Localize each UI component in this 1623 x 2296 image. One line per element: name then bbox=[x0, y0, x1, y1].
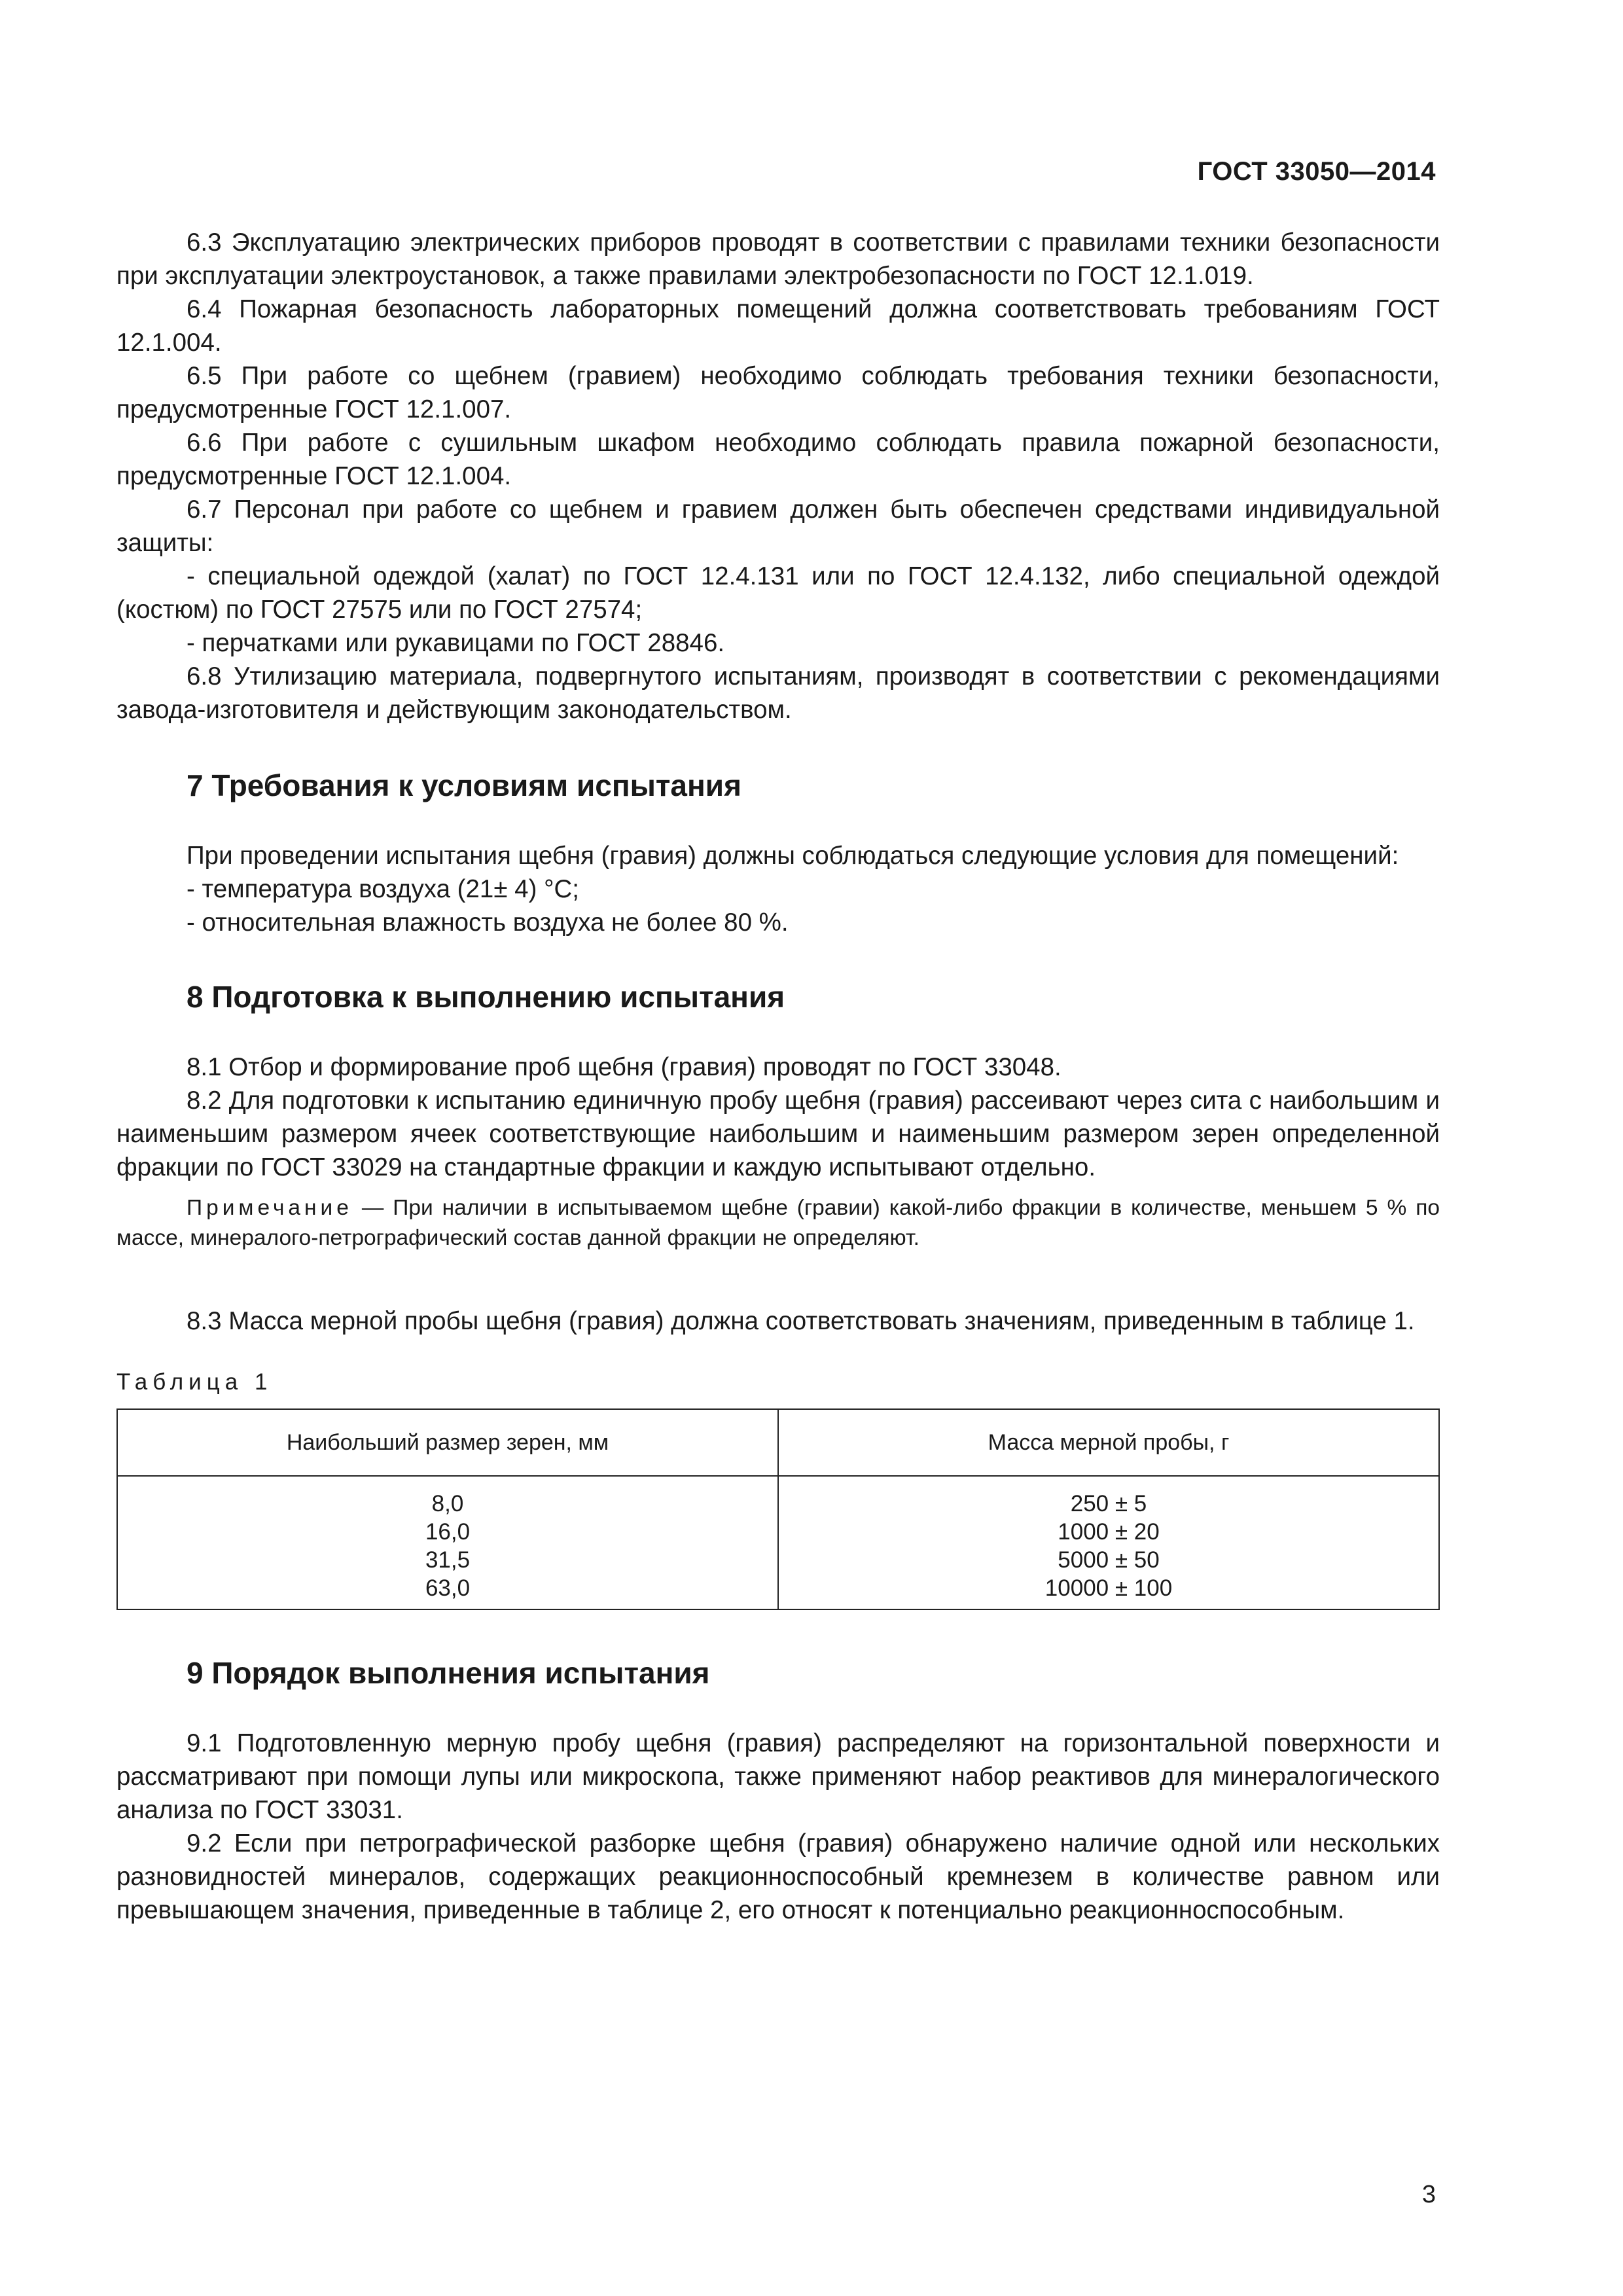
note-text: — При наличии в испытываемом щебне (гравии) какой-либо фракции в количестве, меньшем 5 % по массе, минералого-петрографический состав данной фракции не определяют. bbox=[116, 1196, 1440, 1250]
grain-size-value: 31,5 bbox=[425, 1547, 471, 1573]
table-header-grain-size: Наибольший размер зерен, мм bbox=[117, 1409, 778, 1476]
paragraph-6-5: 6.5 При работе со щебнем (гравием) необходимо соблюдать требования техники безопасности, предусмотренные ГОСТ 12.1.007. bbox=[116, 362, 1440, 423]
note-label: Примечание bbox=[187, 1196, 353, 1220]
paragraph-6-8: 6.8 Утилизацию материала, подвергнутого испытаниям, производят в соответствии с рекомендациями завода-изготовителя и действующим законодательством. bbox=[116, 662, 1440, 724]
section-8-heading: 8 Подготовка к выполнению испытания bbox=[187, 980, 785, 1014]
paragraph-6-4: 6.4 Пожарная безопасность лабораторных помещений должна соответствовать требованиям ГОСТ 12.1.004. bbox=[116, 295, 1440, 357]
table-row bbox=[117, 1476, 1439, 1609]
grain-size-value: 8,0 bbox=[431, 1491, 464, 1516]
list-item-temperature: - температура воздуха (21± 4) °С; bbox=[187, 875, 579, 903]
grain-size-cell bbox=[117, 1476, 778, 1609]
note-8-2 bbox=[116, 1193, 1440, 1253]
paragraph-6-6: 6.6 При работе с сушильным шкафом необходимо соблюдать правила пожарной безопасности, предусмотренные ГОСТ 12.1.004. bbox=[116, 429, 1440, 490]
sample-mass-value: 250 ± 5 bbox=[1070, 1491, 1147, 1516]
paragraph-9-1: 9.1 Подготовленную мерную пробу щебня (гравия) распределяют на горизонтальной поверхности и рассматривают при помощи лупы или микроскопа, также применяют набор реактивов для минералогического анализа по ГОСТ 33031. bbox=[116, 1729, 1440, 1824]
table-header-sample-mass: Масса мерной пробы, г bbox=[778, 1409, 1439, 1476]
grain-size-value: 16,0 bbox=[425, 1519, 471, 1545]
paragraph-8-3: 8.3 Масса мерной пробы щебня (гравия) должна соответствовать значениям, приведенным в таблице 1. bbox=[187, 1307, 1415, 1335]
list-item-gloves: - перчатками или рукавицами по ГОСТ 28846. bbox=[187, 629, 725, 657]
list-item-clothing: - специальной одеждой (халат) по ГОСТ 12.4.131 или по ГОСТ 12.4.132, либо специальной одеждой (костюм) по ГОСТ 27575 или по ГОСТ 27574; bbox=[116, 562, 1440, 624]
page-number: 3 bbox=[1421, 2181, 1436, 2208]
paragraph-8-2: 8.2 Для подготовки к испытанию единичную пробу щебня (гравия) рассеивают через сита с наибольшим и наименьшим размером ячеек соответствующие наибольшим и наименьшим размером зерен определенной фракции по ГОСТ 33029 на стандартные фракции и каждую испытывают отдельно. bbox=[116, 1086, 1440, 1181]
table-1 bbox=[116, 1408, 1440, 1610]
section-9-heading: 9 Порядок выполнения испытания bbox=[187, 1656, 710, 1690]
sample-mass-value: 5000 ± 50 bbox=[1058, 1547, 1160, 1573]
paragraph-8-1: 8.1 Отбор и формирование проб щебня (гравия) проводят по ГОСТ 33048. bbox=[187, 1053, 1061, 1081]
section-7-intro: При проведении испытания щебня (гравия) должны соблюдаться следующие условия для помещений: bbox=[187, 842, 1399, 870]
sample-mass-cell bbox=[778, 1476, 1439, 1609]
sample-mass-value: 1000 ± 20 bbox=[1058, 1519, 1160, 1545]
paragraph-9-2: 9.2 Если при петрографической разборке щебня (гравия) обнаружено наличие одной или нескольких разновидностей минералов, содержащих реакционноспособный кремнезем в количестве равном или превышающем значения, приведенные в таблице 2, его относят к потенциально реакционноспособным. bbox=[116, 1829, 1440, 1924]
paragraph-6-7: 6.7 Персонал при работе со щебнем и гравием должен быть обеспечен средствами индивидуальной защиты: bbox=[116, 495, 1440, 557]
sample-mass-value: 10000 ± 100 bbox=[1044, 1575, 1173, 1601]
section-7-heading: 7 Требования к условиям испытания bbox=[187, 768, 741, 802]
page-body bbox=[116, 226, 1440, 1927]
table-1-caption: Таблица 1 bbox=[116, 1369, 273, 1395]
document-header-id: ГОСТ 33050—2014 bbox=[1197, 157, 1436, 186]
paragraph-6-3: 6.3 Эксплуатацию электрических приборов проводят в соответствии с правилами техники безопасности при эксплуатации электроустановок, а также правилами электробезопасности по ГОСТ 12.1.019. bbox=[116, 228, 1440, 290]
table-header-row bbox=[117, 1409, 1439, 1476]
grain-size-value: 63,0 bbox=[425, 1575, 471, 1601]
list-item-humidity: - относительная влажность воздуха не более 80 %. bbox=[187, 908, 789, 937]
